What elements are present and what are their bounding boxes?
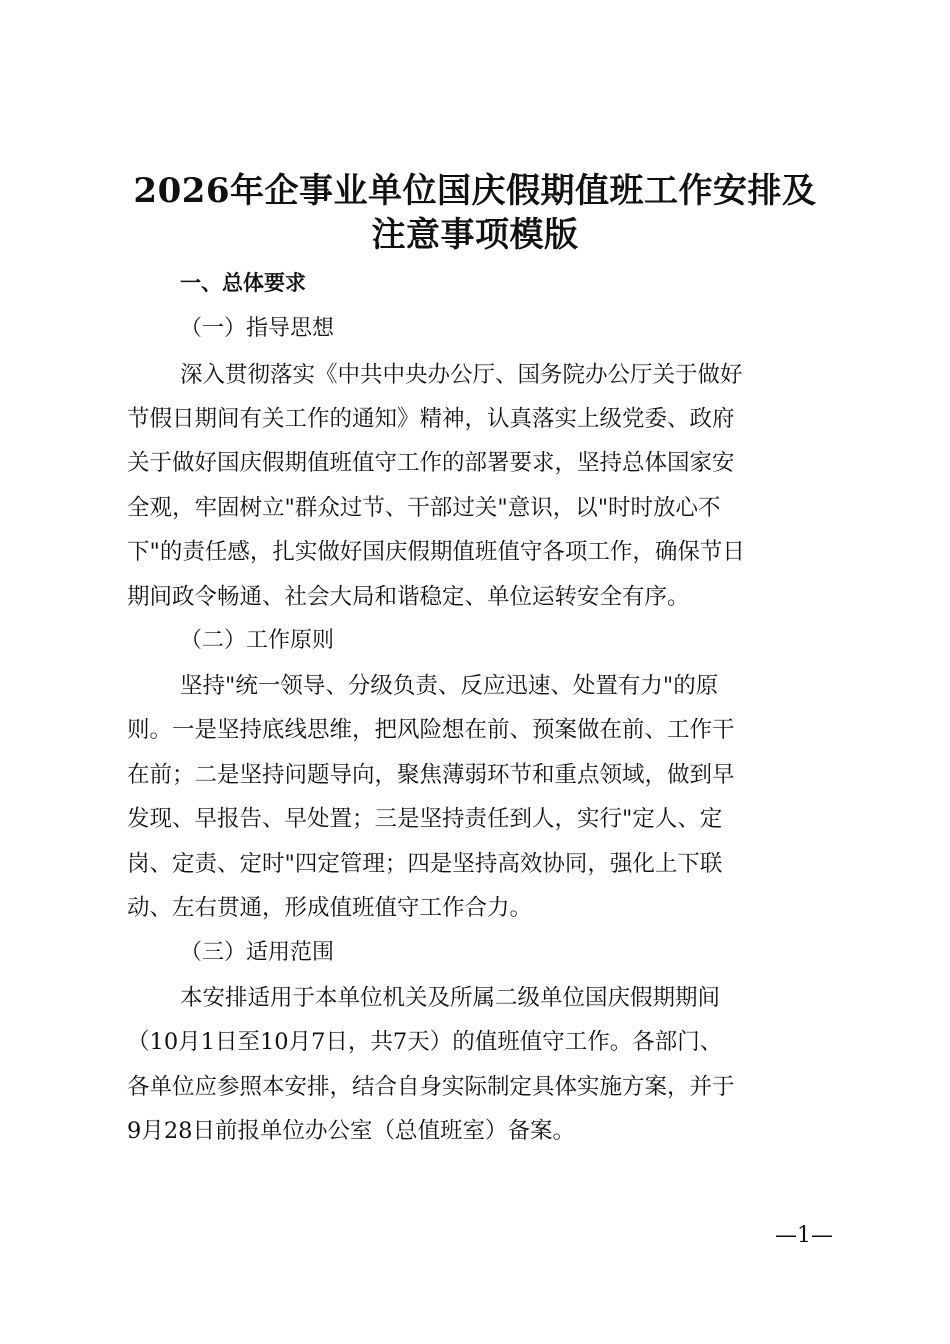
paragraph-line: 9月28日前报单位办公室（总值班室）备案。: [127, 1118, 575, 1144]
page-number: —1—: [775, 1223, 833, 1248]
paragraph-line: 关于做好国庆假期值班值守工作的部署要求，坚持总体国家安: [127, 450, 735, 476]
paragraph-line: 节假日期间有关工作的通知》精神，认真落实上级党委、政府: [127, 406, 735, 432]
paragraph-line: 本安排适用于本单位机关及所属二级单位国庆假期期间: [180, 985, 721, 1011]
paragraph-line: 期间政令畅通、社会大局和谐稳定、单位运转安全有序。: [127, 584, 690, 610]
subheading-scope: （三）适用范围: [180, 940, 335, 965]
subheading-working-principles: （二）工作原则: [180, 628, 335, 653]
subheading-guiding-ideology: （一）指导思想: [180, 316, 335, 341]
title-line-2: 注意事项模版: [371, 215, 579, 255]
paragraph-line: 岗、定责、定时"四定管理；四是坚持高效协同，强化上下联: [127, 851, 723, 877]
section-heading-general-requirements: 一、总体要求: [180, 271, 306, 295]
paragraph-line: 深入贯彻落实《中共中央办公厅、国务院办公厅关于做好: [180, 362, 743, 388]
paragraph-line: 发现、早报告、早处置；三是坚持责任到人，实行"定人、定: [127, 806, 723, 832]
paragraph-line: 动、左右贯通，形成值班值守工作合力。: [127, 895, 533, 921]
paragraph-line: 各单位应参照本安排，结合自身实际制定具体实施方案，并于: [127, 1074, 735, 1100]
paragraph-line: 则。一是坚持底线思维，把风险想在前、预案做在前、工作干: [127, 717, 735, 743]
paragraph-line: （10月1日至10月7日，共7天）的值班值守工作。各部门、: [127, 1029, 723, 1055]
paragraph-line: 坚持"统一领导、分级负责、反应迅速、处置有力"的原: [180, 673, 719, 699]
title-line-1: 2026年企事业单位国庆假期值班工作安排及: [133, 171, 817, 211]
paragraph-line: 全观，牢固树立"群众过节、干部过关"意识，以"时时放心不: [127, 495, 721, 521]
paragraph-line: 在前；二是坚持问题导向，聚焦薄弱环节和重点领域，做到早: [127, 762, 735, 788]
paragraph-line: 下"的责任感，扎实做好国庆假期值班值守各项工作，确保节日: [127, 539, 745, 565]
